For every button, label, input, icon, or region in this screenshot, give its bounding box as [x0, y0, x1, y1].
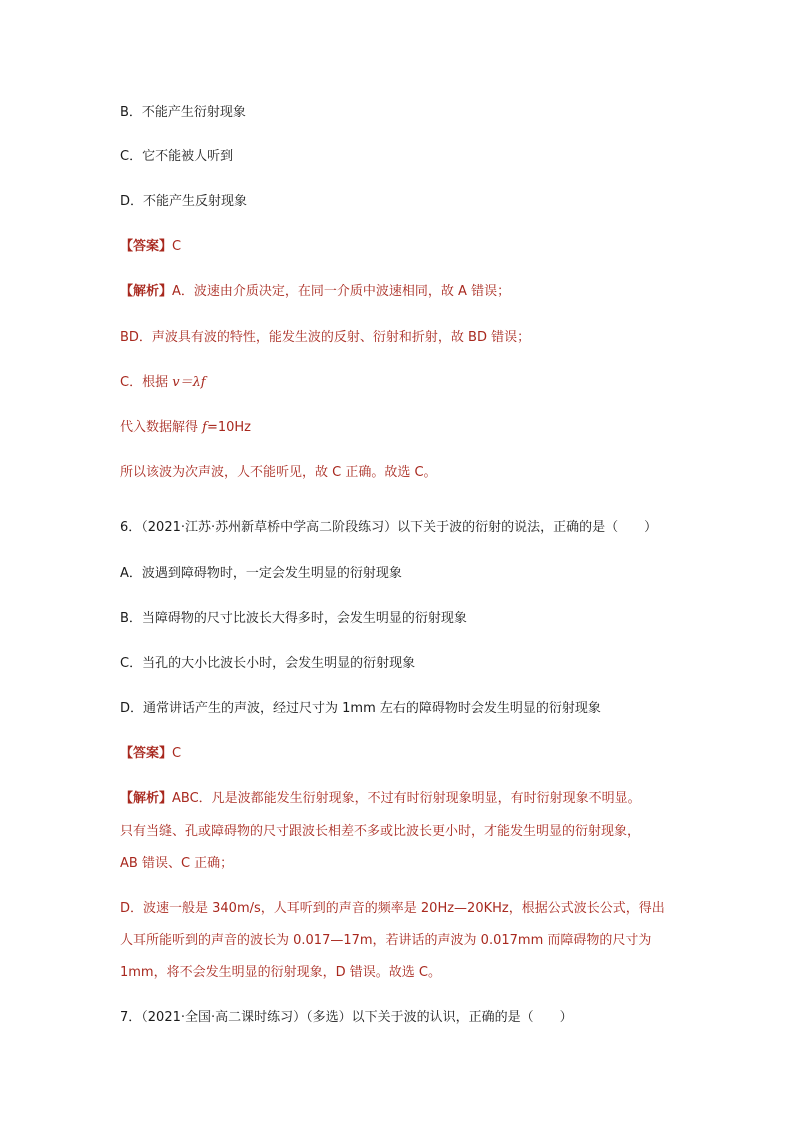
q7-stem: 7．（2021·全国·高二课时练习）（多选）以下关于波的认识，正确的是（ ） — [120, 1010, 573, 1025]
q6-option-a: A．波遇到障碍物时，一定会发生明显的衍射现象 — [120, 566, 402, 581]
q6-analysis-line-4: D．波速一般是 340m/s，人耳听到的声音的频率是 20Hz—20KHz，根据公式波长公式，得出 — [120, 901, 665, 916]
frequency-symbol: f — [202, 420, 207, 435]
q6-stem: 6．（2021·江苏·苏州新草桥中学高二阶段练习）以下关于波的衍射的说法，正确的是（ ） — [120, 520, 658, 535]
q5-option-b: B．不能产生衍射现象 — [120, 105, 246, 120]
analysis-label: 【解析】 — [120, 791, 173, 806]
q5-analysis-line-2: BD．声波具有波的特性，能发生波的反射、衍射和折射，故 BD 错误； — [120, 330, 531, 345]
q6-answer — [120, 744, 694, 764]
q5-analysis-line-5: 所以该波为次声波，人不能听见，故 C 正确。故选 C。 — [120, 465, 437, 480]
q6-option-d: D．通常讲话产生的声波，经过尺寸为 1mm 左右的障碍物时会发生明显的衍射现象 — [120, 701, 601, 716]
wave-speed-formula: v＝λf — [172, 375, 206, 390]
frequency-value: =10Hz — [206, 420, 251, 435]
analysis-text: A．波速由介质决定，在同一介质中波速相同，故 A 错误； — [172, 284, 511, 299]
answer-label: 【答案】 — [120, 239, 173, 254]
q5-analysis-line-1 — [120, 282, 694, 302]
q6-option-b: B．当障碍物的尺寸比波长大得多时，会发生明显的衍射现象 — [120, 611, 467, 626]
q5-analysis-line-3 — [120, 373, 694, 393]
q5-option-d: D．不能产生反射现象 — [120, 194, 248, 209]
q6-analysis-line-3: AB 错误、C 正确； — [120, 856, 234, 871]
q5-option-c: C．它不能被人听到 — [120, 149, 234, 164]
answer-label: 【答案】 — [120, 746, 173, 761]
analysis-text: ABC．凡是波都能发生衍射现象，不过有时衍射现象明显，有时衍射现象不明显。 — [172, 791, 641, 806]
analysis-label: 【解析】 — [120, 284, 173, 299]
q5-answer — [120, 237, 694, 257]
answer-value: C — [172, 746, 182, 761]
q5-analysis-line-4 — [120, 418, 694, 438]
q6-analysis-line-1 — [120, 789, 694, 809]
analysis-text: C．根据 — [120, 375, 173, 390]
q6-analysis-line-6: 1mm，将不会发生明显的衍射现象，D 错误。故选 C。 — [120, 965, 441, 980]
q6-option-c: C．当孔的大小比波长小时，会发生明显的衍射现象 — [120, 656, 416, 671]
q6-analysis-line-5: 人耳所能听到的声音的波长为 0.017—17m，若讲话的声波为 0.017mm 而障碍物的尺寸为 — [120, 933, 652, 948]
q6-analysis-line-2: 只有当缝、孔或障碍物的尺寸跟波长相差不多或比波长更小时，才能发生明显的衍射现象， — [120, 824, 641, 839]
answer-value: C — [172, 239, 182, 254]
analysis-text: 代入数据解得 — [120, 420, 203, 435]
